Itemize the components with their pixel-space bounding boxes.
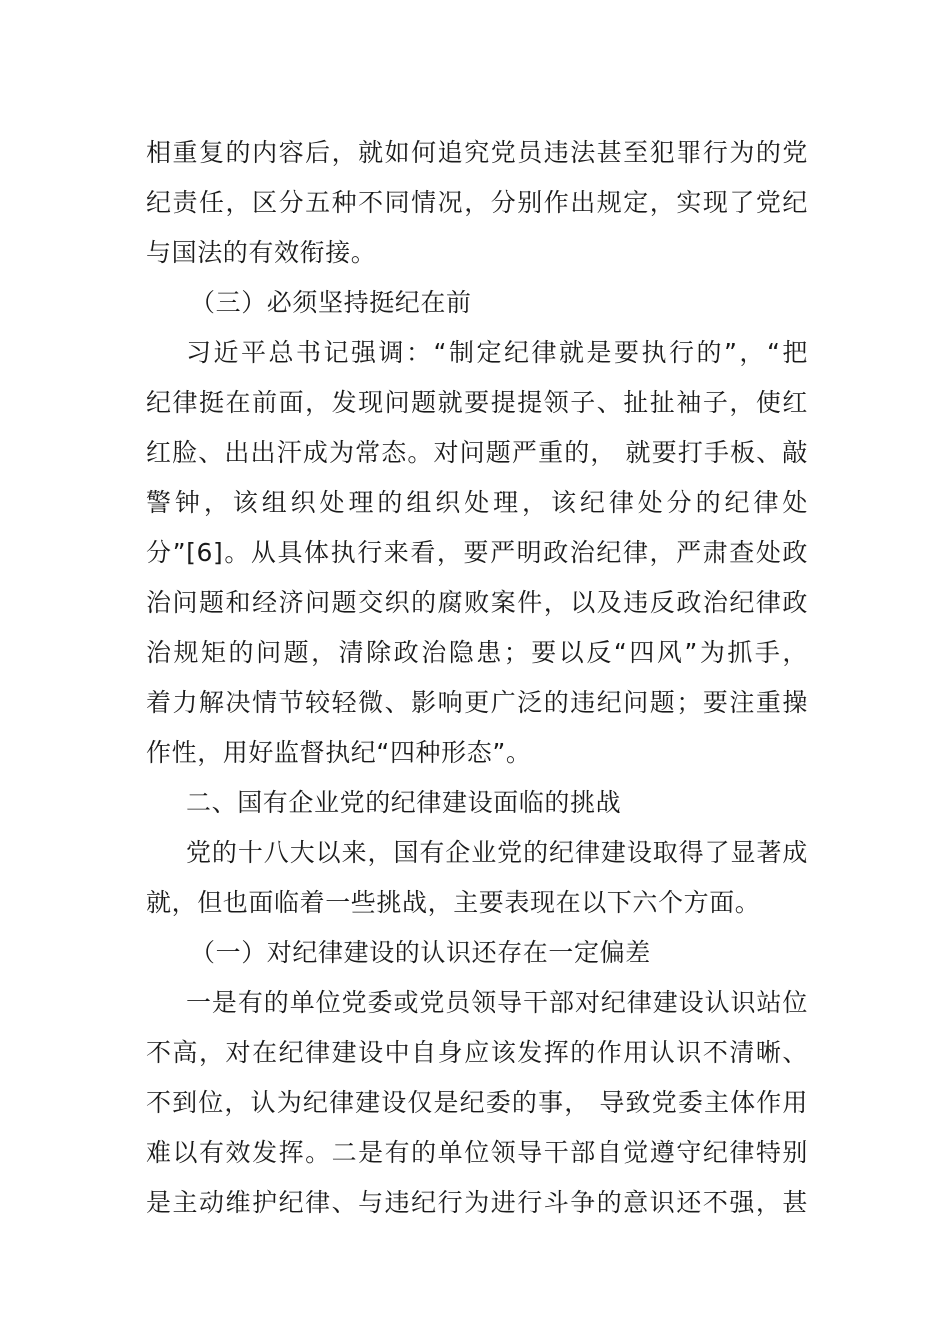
- paragraph-line: 着力解决情节较轻微、影响更广泛的违纪问题；要注重操: [146, 688, 808, 717]
- section-heading: （一）对纪律建设的认识还存在一定偏差: [190, 938, 651, 967]
- paragraph-line: 纪律挺在前面，发现问题就要提提领子、扯扯袖子，使红: [146, 388, 808, 417]
- paragraph-line: 治规矩的问题，清除政治隐患；要以反“四风”为抓手，: [146, 638, 808, 667]
- paragraph-line: 不高，对在纪律建设中自身应该发挥的作用认识不清晰、: [146, 1038, 808, 1067]
- paragraph-line: 习近平总书记强调：“制定纪律就是要执行的”，“把: [186, 338, 808, 367]
- paragraph-line: 是主动维护纪律、与违纪行为进行斗争的意识还不强，甚: [146, 1188, 808, 1217]
- paragraph-line: 分”[6]。从具体执行来看，要严明政治纪律，严肃查处政: [146, 538, 808, 567]
- paragraph-line: 与国法的有效衔接。: [146, 238, 377, 267]
- paragraph-line: 就，但也面临着一些挑战，主要表现在以下六个方面。: [146, 888, 761, 917]
- paragraph-line: 一是有的单位党委或党员领导干部对纪律建设认识站位: [186, 988, 808, 1017]
- paragraph-line: 难以有效发挥。二是有的单位领导干部自觉遵守纪律特别: [146, 1138, 808, 1167]
- paragraph-line: 纪责任，区分五种不同情况，分别作出规定，实现了党纪: [146, 188, 808, 217]
- paragraph-line: 不到位，认为纪律建设仅是纪委的事， 导致党委主体作用: [146, 1088, 808, 1117]
- paragraph-line: 红脸、出出汗成为常态。对问题严重的， 就要打手板、敲: [146, 438, 808, 467]
- section-heading: （三）必须坚持挺纪在前: [190, 288, 472, 317]
- paragraph-line: 作性，用好监督执纪“四种形态”。: [146, 738, 532, 767]
- paragraph-line: 治问题和经济问题交织的腐败案件，以及违反政治纪律政: [146, 588, 808, 617]
- paragraph-line: 党的十八大以来，国有企业党的纪律建设取得了显著成: [186, 838, 808, 867]
- chapter-heading: 二、国有企业党的纪律建设面临的挑战: [186, 788, 622, 817]
- paragraph-line: 警钟，该组织处理的组织处理，该纪律处分的纪律处: [146, 488, 808, 517]
- paragraph-line: 相重复的内容后，就如何追究党员违法甚至犯罪行为的党: [146, 138, 808, 167]
